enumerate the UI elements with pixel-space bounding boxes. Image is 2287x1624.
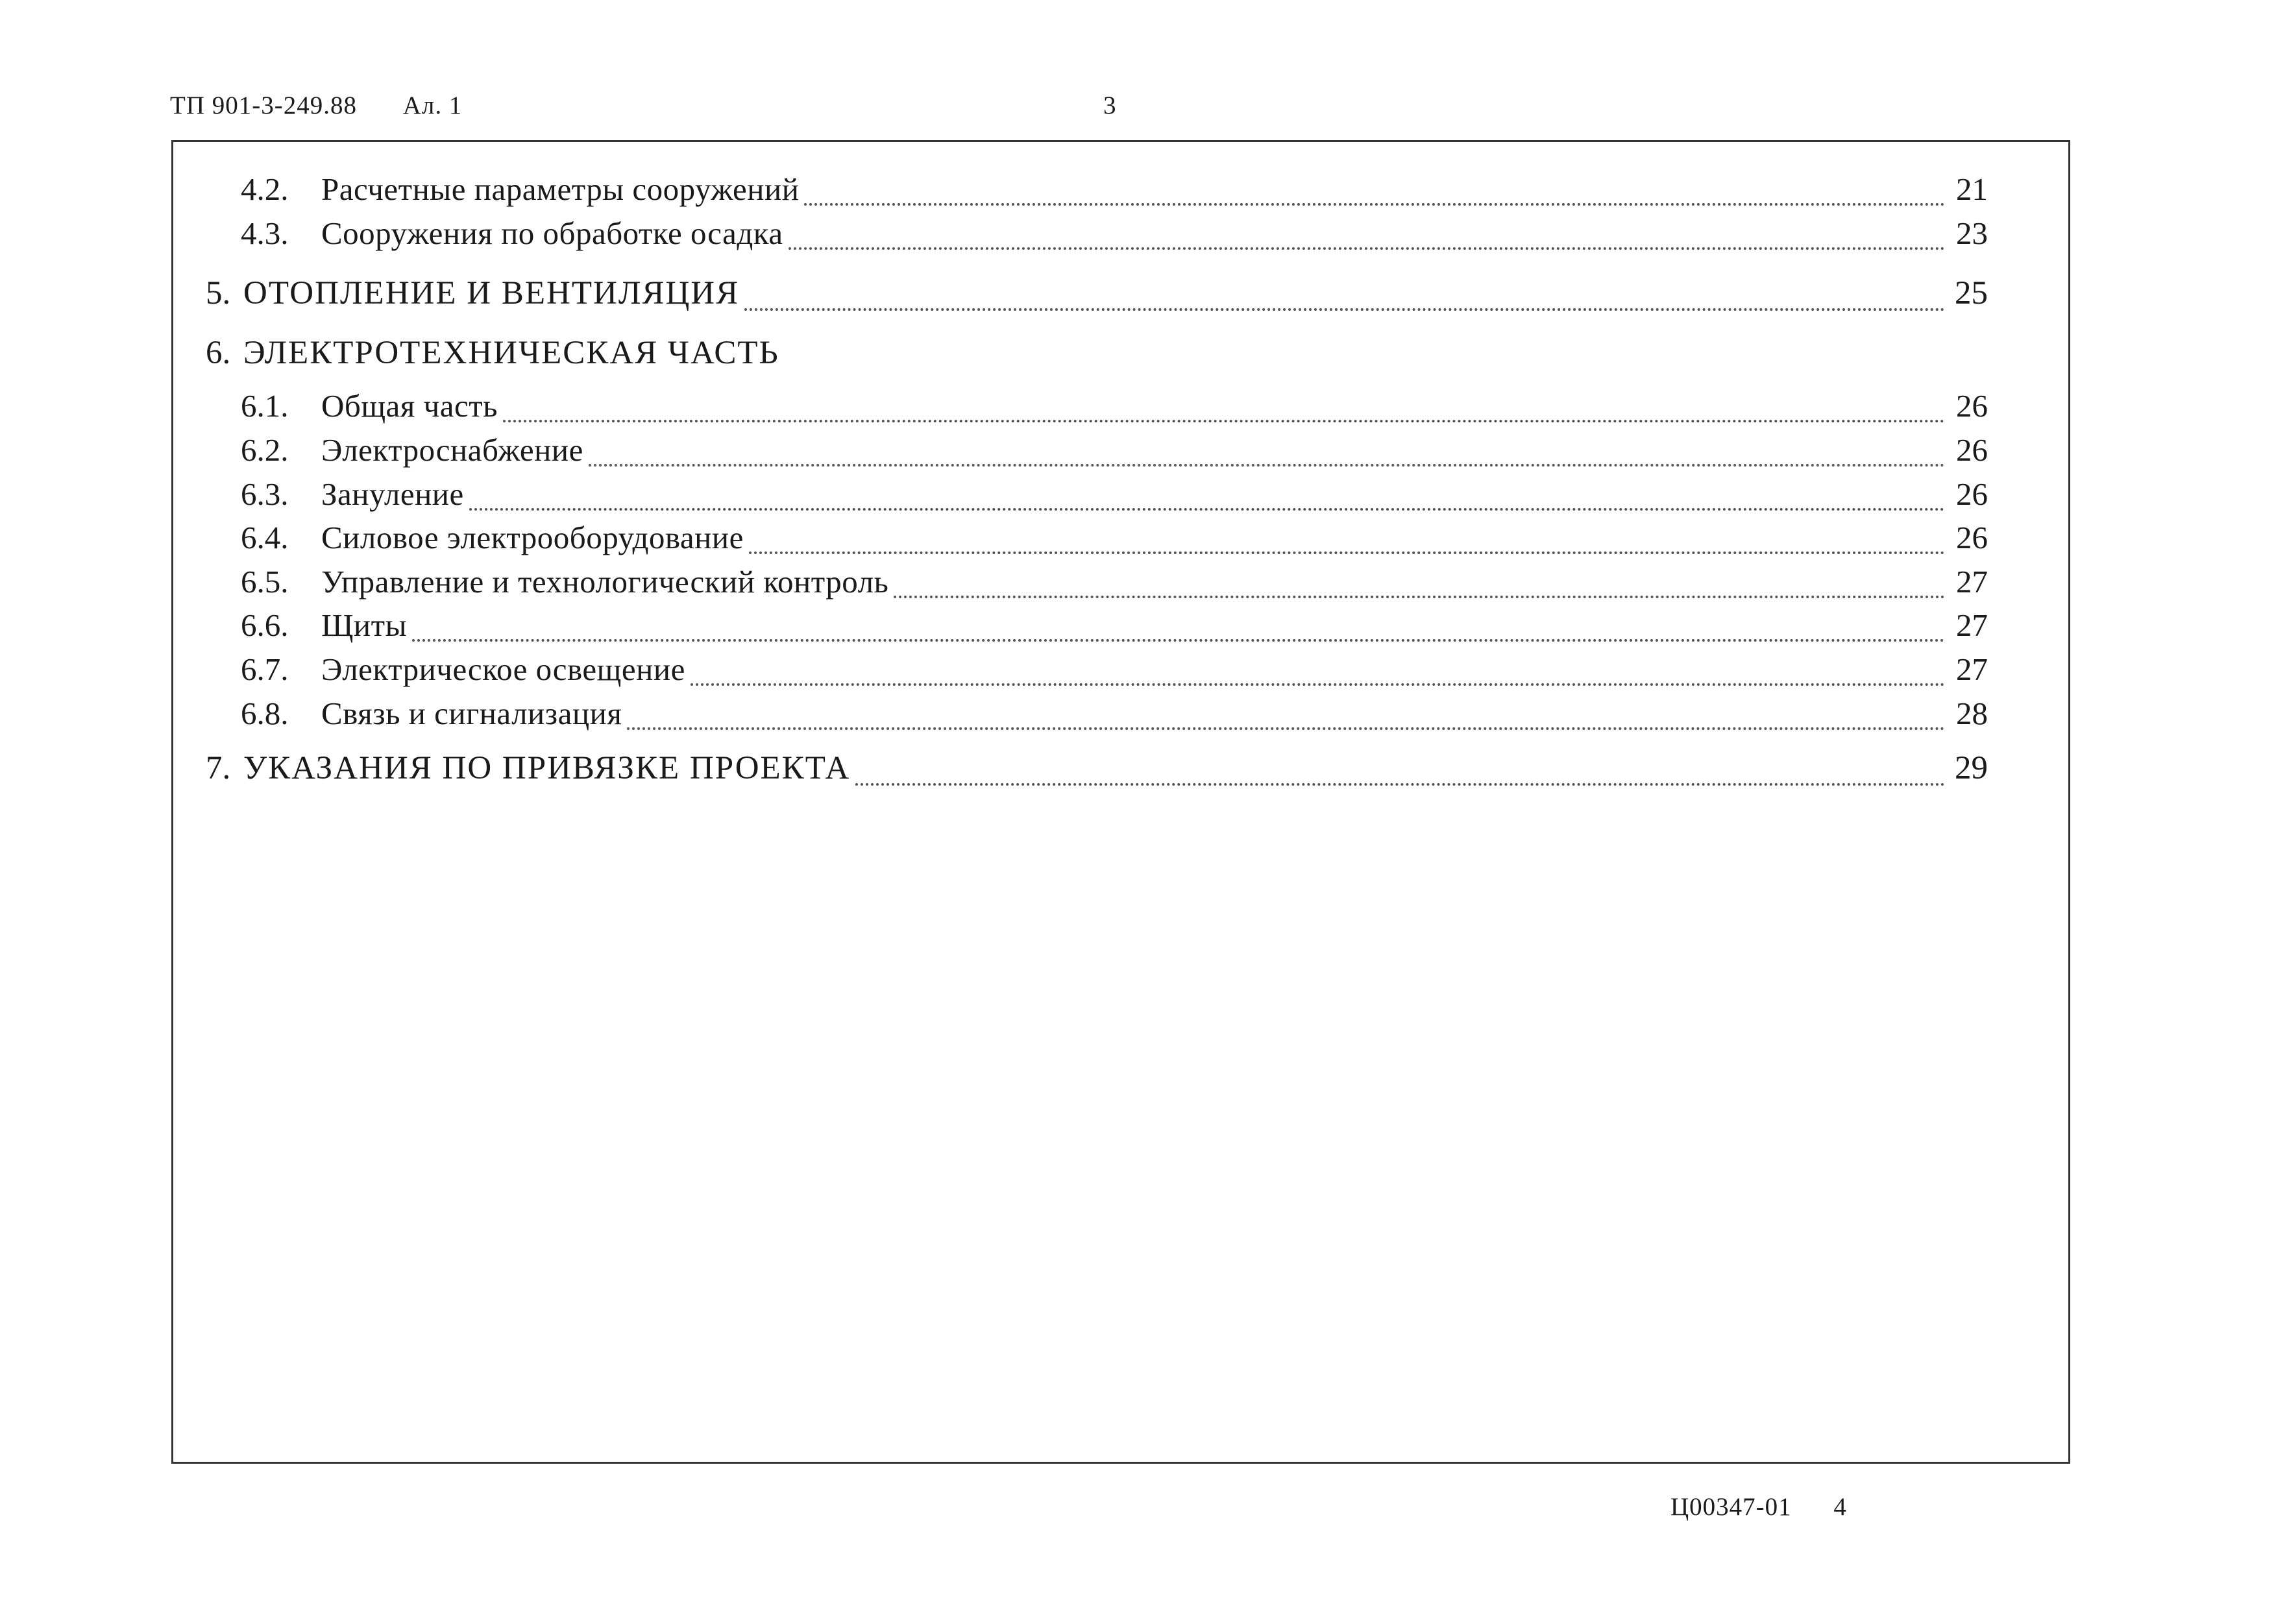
dot-leader	[691, 664, 1945, 685]
dot-leader	[749, 532, 1945, 553]
toc-section-number: 7.	[206, 750, 231, 786]
toc-entry-number: 6.5.	[241, 564, 289, 600]
toc-entry-number: 6.8.	[241, 696, 289, 731]
toc-section-5	[206, 274, 1988, 317]
toc-entry-title: Расчетные параметры сооружений	[321, 171, 800, 207]
toc-entry-number: 6.4.	[241, 520, 289, 555]
toc-entry-number: 6.7.	[241, 651, 289, 687]
toc-entry-page: 27	[1956, 607, 1988, 643]
page-frame	[171, 140, 2070, 1464]
toc-entry-6-3	[241, 476, 1988, 516]
toc-entry-page: 21	[1956, 171, 1988, 207]
dot-leader	[469, 489, 1945, 510]
toc-entry-title: Щиты	[321, 607, 407, 643]
toc-section-7	[206, 749, 1988, 792]
dot-leader	[804, 184, 1945, 205]
toc-section-title: УКАЗАНИЯ ПО ПРИВЯЗКЕ ПРОЕКТА	[243, 750, 851, 786]
dot-leader	[412, 620, 1945, 641]
toc-entry-number: 6.6.	[241, 607, 289, 643]
toc-entry-page: 27	[1956, 564, 1988, 600]
toc-section-number: 6.	[206, 335, 231, 371]
toc-entry-title: Общая часть	[321, 388, 498, 424]
toc-entry-page: 26	[1956, 520, 1988, 555]
toc-entry-page: 26	[1956, 476, 1988, 512]
page-number: 3	[1103, 91, 1116, 119]
toc-entry-6-6	[241, 607, 1988, 647]
table-of-contents	[173, 142, 2068, 1462]
toc-entry-number: 4.3.	[241, 215, 289, 251]
sheet-code-footer	[1670, 1492, 1847, 1521]
toc-entry-page: 28	[1956, 696, 1988, 731]
toc-entry-page: 26	[1956, 388, 1988, 424]
toc-entry-page: 26	[1956, 432, 1988, 468]
toc-entry-number: 6.1.	[241, 388, 289, 424]
toc-entry-page: 23	[1956, 215, 1988, 251]
toc-entry-6-8	[241, 695, 1988, 735]
toc-entry-4-2	[241, 171, 1988, 211]
toc-entry-title: Электрическое освещение	[321, 651, 685, 687]
document-code: ТП 901-3-249.88	[170, 91, 357, 119]
dot-leader	[627, 708, 1945, 729]
dot-leader	[894, 576, 1945, 598]
dot-leader	[503, 400, 1945, 422]
project-code: Ц00347-01	[1670, 1493, 1792, 1521]
toc-entry-number: 4.2.	[241, 171, 289, 207]
dot-leader	[789, 228, 1945, 249]
toc-entry-title: Зануление	[321, 476, 464, 512]
toc-entry-6-2	[241, 431, 1988, 472]
toc-entry-6-4	[241, 519, 1988, 559]
toc-entry-6-7	[241, 651, 1988, 691]
toc-entry-6-1	[241, 387, 1988, 428]
toc-entry-6-5	[241, 563, 1988, 603]
toc-entry-page: 25	[1955, 275, 1988, 311]
toc-section-number: 5.	[206, 275, 231, 311]
dot-leader	[589, 444, 1945, 466]
toc-entry-number: 6.2.	[241, 432, 289, 468]
toc-entry-page: 27	[1956, 651, 1988, 687]
dot-leader	[744, 289, 1945, 311]
toc-entry-page: 29	[1955, 750, 1988, 786]
dot-leader	[855, 764, 1945, 786]
toc-section-title: ОТОПЛЕНИЕ И ВЕНТИЛЯЦИЯ	[243, 275, 740, 311]
toc-section-title: ЭЛЕКТРОТЕХНИЧЕСКАЯ ЧАСТЬ	[243, 335, 779, 371]
toc-entry-number: 6.3.	[241, 476, 289, 512]
document-code-header	[170, 91, 462, 120]
sheet-number: 4	[1833, 1493, 1847, 1521]
toc-entry-title: Электроснабжение	[321, 432, 583, 468]
toc-entry-4-3	[241, 215, 1988, 255]
toc-entry-title: Силовое электрооборудование	[321, 520, 744, 555]
album-number: Ал. 1	[402, 91, 463, 119]
toc-entry-title: Связь и сигнализация	[321, 696, 622, 731]
toc-entry-title: Сооружения по обработке осадка	[321, 215, 783, 251]
toc-entry-title: Управление и технологический контроль	[321, 564, 889, 600]
toc-section-6	[206, 334, 1988, 377]
